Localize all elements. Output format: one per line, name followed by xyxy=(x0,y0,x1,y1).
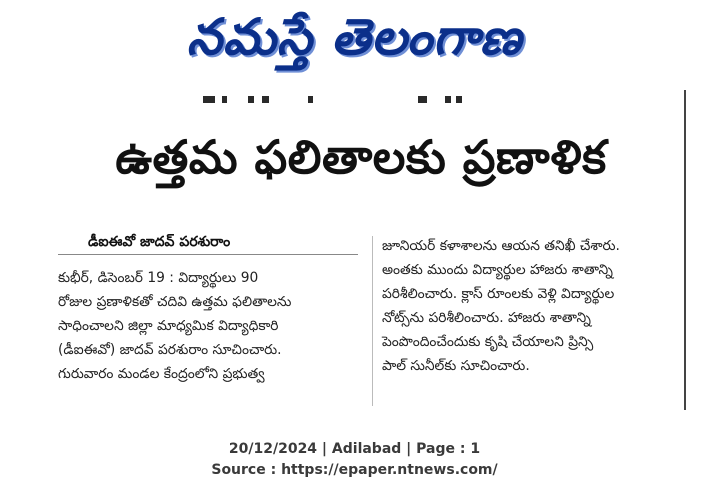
byline-rule xyxy=(58,254,358,255)
article-headline: ఉత్తమ ఫలితాలకు ప్రణాళిక xyxy=(115,130,607,184)
cut-text-fragment xyxy=(248,96,254,103)
clipped-previous-line xyxy=(38,92,682,108)
cut-text-fragment xyxy=(222,96,227,103)
cut-text-fragment xyxy=(308,96,313,103)
cut-text-fragment xyxy=(203,96,215,103)
cut-text-fragment xyxy=(262,96,269,103)
column-divider xyxy=(372,236,373,406)
footer-source: Source : https://epaper.ntnews.com/ xyxy=(211,462,498,478)
masthead-title: నమస్తే తెలంగాణ xyxy=(186,7,523,66)
article-byline: డీఐఈవో జాదవ్ పరశురాం xyxy=(88,234,231,250)
article-body-right-column: జూనియర్ కళాశాలను ఆయన తనిఖీ చేశారు. అంతకు ముందు విద్యార్థుల హాజరు శాతాన్ని పరిశీలించారు. క్లాస్ రూంలకు వెళ్లి విద్యార్థుల నోట్స్‌ను పరిశీలించారు. హాజరు శాతాన్ని పెంపొందించేందుకు కృషి చేయాలని ప్రిన్సి పాల్ సునీల్‌కు సూచించారు. xyxy=(382,238,620,374)
cut-text-fragment xyxy=(418,96,427,103)
article-body-left-column: కుభీర్, డిసెంబర్ 19 : విద్యార్థులు 90 రోజుల ప్రణాళికతో చదివి ఉత్తమ ఫలితాలను సాధించాలని జిల్లా మాధ్యమిక విద్యాధికారి (డీఐఈవో) జాదవ్ పరశురాం సూచించారు. గురువారం మండల కేంద్రంలోని ప్రభుత్వ xyxy=(58,270,292,382)
footer-date-edition: 20/12/2024 | Adilabad | Page : 1 xyxy=(228,441,481,457)
cut-text-fragment xyxy=(456,96,462,103)
cut-text-fragment xyxy=(445,96,451,103)
newspaper-masthead xyxy=(0,4,709,82)
